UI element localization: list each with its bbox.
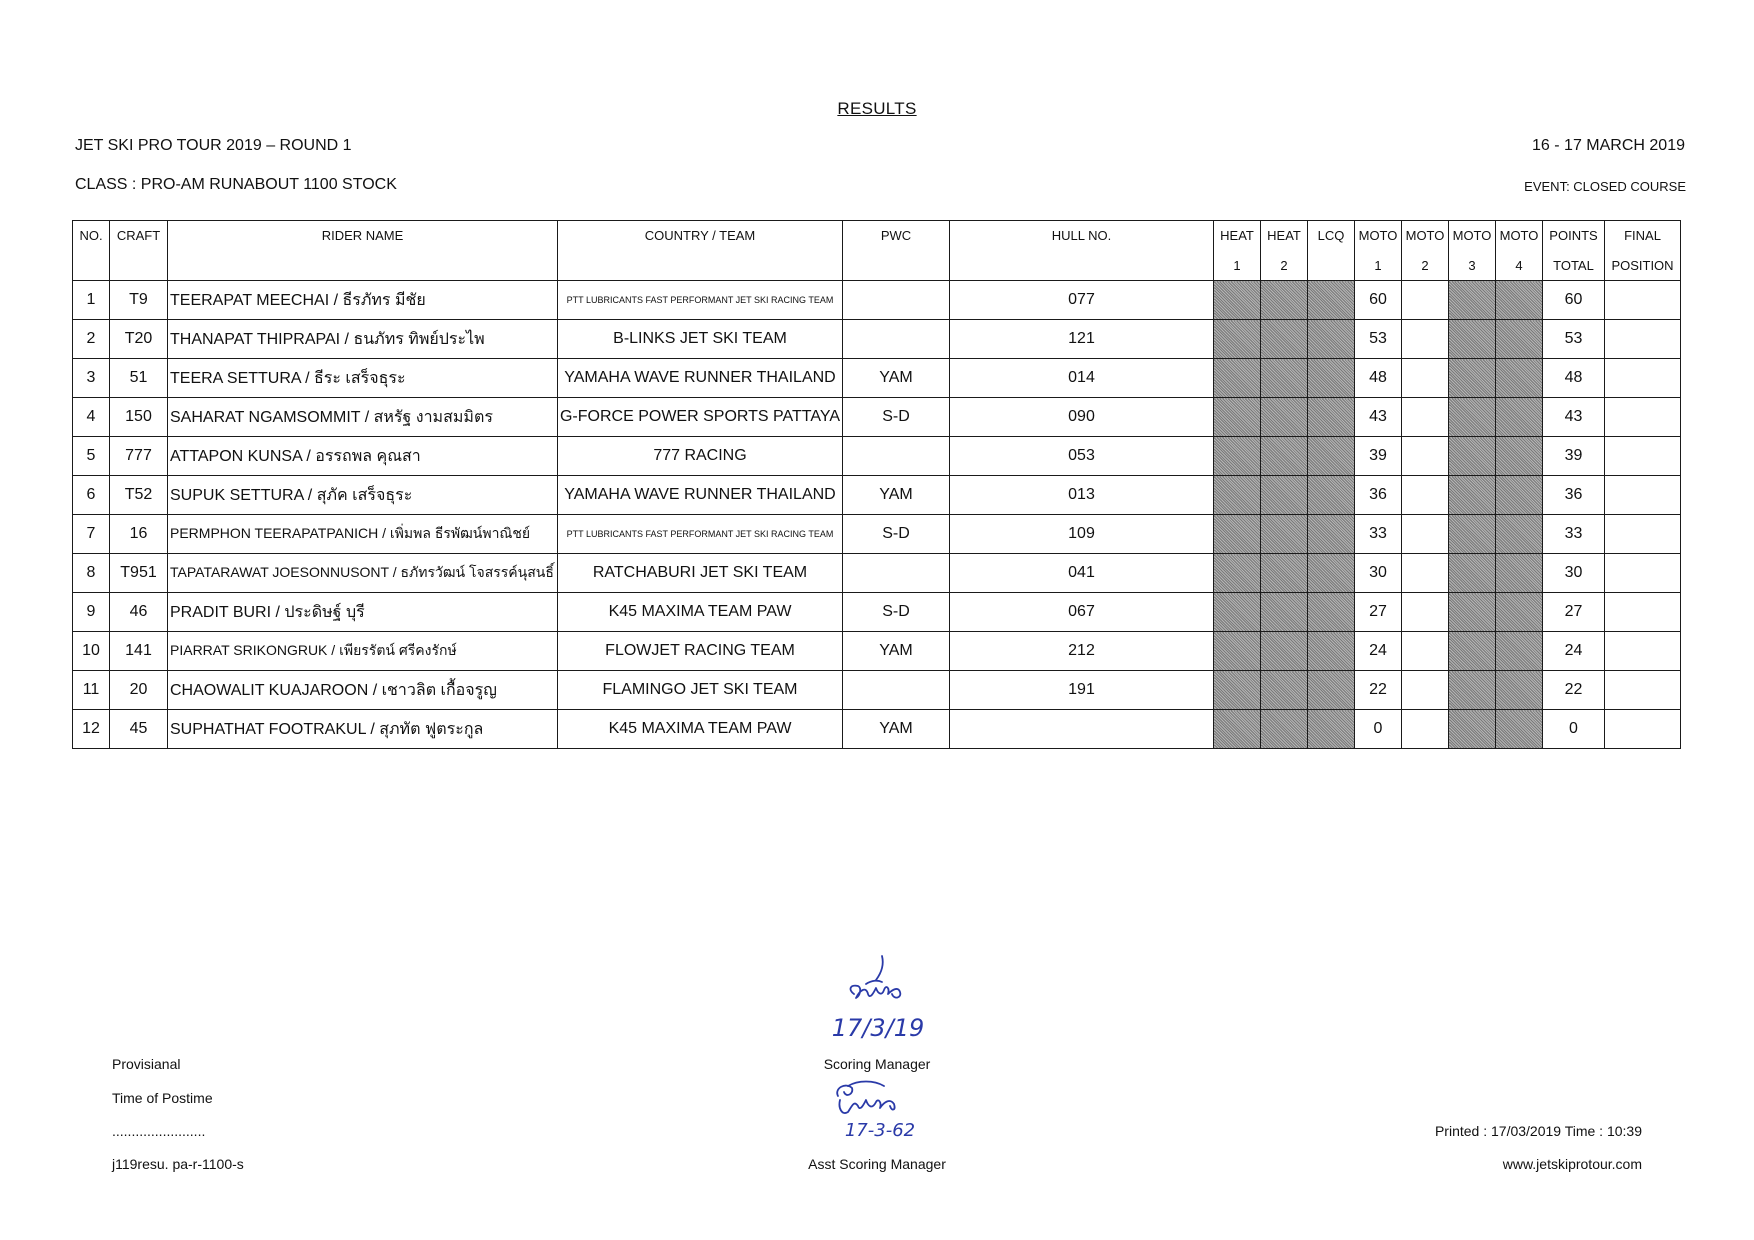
cell-team: YAMAHA WAVE RUNNER THAILAND [558, 476, 843, 515]
cell-moto3 [1449, 671, 1496, 710]
cell-lcq [1308, 554, 1355, 593]
col-header-rider: RIDER NAME [168, 221, 558, 251]
cell-moto2 [1402, 437, 1449, 476]
cell-final-position [1605, 476, 1681, 515]
cell-points-total: 24 [1543, 632, 1605, 671]
cell-moto3 [1449, 359, 1496, 398]
cell-heat2 [1261, 281, 1308, 320]
cell-moto2 [1402, 476, 1449, 515]
cell-final-position [1605, 671, 1681, 710]
col-subheader-empty [110, 250, 168, 281]
col-subheader-empty [558, 250, 843, 281]
table-row [73, 593, 1681, 632]
cell-team: K45 MAXIMA TEAM PAW [558, 593, 843, 632]
cell-no: 11 [73, 671, 110, 710]
cell-moto4 [1496, 320, 1543, 359]
col-header-heat2: HEAT [1261, 221, 1308, 251]
cell-rider: PRADIT BURI / ประดิษฐ์ บุรี [168, 593, 558, 632]
cell-heat2 [1261, 554, 1308, 593]
cell-rider: TAPATARAWAT JOESONNUSONT / ธภัทรวัฒน์ โจสรรค์นุสนธิ์ [168, 554, 558, 593]
cell-no: 10 [73, 632, 110, 671]
cell-moto4 [1496, 476, 1543, 515]
cell-heat1 [1214, 632, 1261, 671]
cell-final-position [1605, 515, 1681, 554]
cell-final-position [1605, 593, 1681, 632]
asst-manager-signature-date: 17-3-62 [844, 1120, 916, 1141]
cell-final-position [1605, 710, 1681, 749]
cell-points-total: 30 [1543, 554, 1605, 593]
col-subheader-empty [1308, 250, 1355, 281]
col-header-heat1: HEAT [1214, 221, 1261, 251]
cell-moto2 [1402, 320, 1449, 359]
cell-pwc: YAM [843, 476, 950, 515]
cell-team: B-LINKS JET SKI TEAM [558, 320, 843, 359]
cell-heat1 [1214, 593, 1261, 632]
cell-team: 777 RACING [558, 437, 843, 476]
cell-heat1 [1214, 671, 1261, 710]
cell-craft: T9 [110, 281, 168, 320]
cell-team: RATCHABURI JET SKI TEAM [558, 554, 843, 593]
cell-moto4 [1496, 398, 1543, 437]
cell-heat2 [1261, 671, 1308, 710]
cell-lcq [1308, 710, 1355, 749]
col-subheader-empty [168, 250, 558, 281]
cell-moto1: 33 [1355, 515, 1402, 554]
cell-craft: 16 [110, 515, 168, 554]
cell-moto1: 30 [1355, 554, 1402, 593]
col-header-craft: CRAFT [110, 221, 168, 251]
cell-lcq [1308, 476, 1355, 515]
results-heading: RESULTS [837, 99, 917, 118]
cell-hull: 013 [950, 476, 1214, 515]
cell-craft: T52 [110, 476, 168, 515]
cell-moto4 [1496, 359, 1543, 398]
cell-moto3 [1449, 437, 1496, 476]
table-row [73, 398, 1681, 437]
time-of-postime-label: Time of Postime [112, 1090, 213, 1106]
cell-craft: 777 [110, 437, 168, 476]
cell-moto2 [1402, 398, 1449, 437]
cell-moto1: 36 [1355, 476, 1402, 515]
col-header-points: POINTS [1543, 221, 1605, 251]
cell-points-total: 33 [1543, 515, 1605, 554]
postime-blank: ........................ [112, 1123, 206, 1139]
scoring-manager-label: Scoring Manager [823, 1056, 931, 1072]
cell-rider: ATTAPON KUNSA / อรรถพล คุณสา [168, 437, 558, 476]
cell-lcq [1308, 632, 1355, 671]
cell-rider: THANAPAT THIPRAPAI / ธนภัทร ทิพย์ประไพ [168, 320, 558, 359]
cell-moto1: 39 [1355, 437, 1402, 476]
cell-heat2 [1261, 632, 1308, 671]
cell-pwc: YAM [843, 710, 950, 749]
cell-no: 6 [73, 476, 110, 515]
cell-craft: 51 [110, 359, 168, 398]
cell-heat2 [1261, 593, 1308, 632]
cell-craft: T951 [110, 554, 168, 593]
cell-moto1: 27 [1355, 593, 1402, 632]
cell-moto2 [1402, 359, 1449, 398]
cell-final-position [1605, 632, 1681, 671]
cell-hull: 212 [950, 632, 1214, 671]
cell-heat2 [1261, 437, 1308, 476]
cell-final-position [1605, 281, 1681, 320]
cell-craft: 150 [110, 398, 168, 437]
cell-lcq [1308, 320, 1355, 359]
cell-lcq [1308, 671, 1355, 710]
col-header-team: COUNTRY / TEAM [558, 221, 843, 251]
cell-moto3 [1449, 632, 1496, 671]
cell-moto4 [1496, 593, 1543, 632]
cell-moto3 [1449, 281, 1496, 320]
cell-points-total: 0 [1543, 710, 1605, 749]
table-row [73, 359, 1681, 398]
event-date: 16 - 17 MARCH 2019 [1532, 137, 1685, 154]
cell-moto4 [1496, 515, 1543, 554]
cell-heat2 [1261, 359, 1308, 398]
table-row [73, 710, 1681, 749]
scoring-manager-signature-date: 17/3/19 [831, 1014, 925, 1042]
cell-heat1 [1214, 710, 1261, 749]
cell-heat1 [1214, 398, 1261, 437]
cell-final-position [1605, 398, 1681, 437]
cell-hull: 191 [950, 671, 1214, 710]
cell-points-total: 27 [1543, 593, 1605, 632]
cell-pwc: S-D [843, 593, 950, 632]
cell-hull [950, 710, 1214, 749]
col-subheader-points: TOTAL [1543, 250, 1605, 281]
cell-rider: SUPHATHAT FOOTRAKUL / สุภทัต ฟูตระกูล [168, 710, 558, 749]
cell-points-total: 60 [1543, 281, 1605, 320]
event-title: JET SKI PRO TOUR 2019 – ROUND 1 [75, 137, 352, 154]
document-reference: j119resu. pa-r-1100-s [112, 1156, 244, 1172]
table-row [73, 476, 1681, 515]
cell-moto3 [1449, 320, 1496, 359]
cell-moto2 [1402, 515, 1449, 554]
cell-hull: 014 [950, 359, 1214, 398]
event-type: EVENT: CLOSED COURSE [1524, 179, 1686, 194]
cell-hull: 077 [950, 281, 1214, 320]
scoring-manager-signature [830, 950, 930, 1050]
cell-heat2 [1261, 515, 1308, 554]
table-row [73, 281, 1681, 320]
cell-pwc [843, 554, 950, 593]
cell-heat1 [1214, 359, 1261, 398]
cell-hull: 109 [950, 515, 1214, 554]
col-subheader-heat1: 1 [1214, 250, 1261, 281]
cell-points-total: 39 [1543, 437, 1605, 476]
cell-moto1: 43 [1355, 398, 1402, 437]
website-link[interactable]: www.jetskiprotour.com [1502, 1156, 1642, 1172]
col-subheader-empty [843, 250, 950, 281]
col-header-pwc: PWC [843, 221, 950, 251]
cell-team: FLOWJET RACING TEAM [558, 632, 843, 671]
table-row [73, 320, 1681, 359]
cell-moto4 [1496, 671, 1543, 710]
cell-rider: TEERA SETTURA / ธีระ เสร็จธุระ [168, 359, 558, 398]
cell-rider: SUPUK SETTURA / สุภัค เสร็จธุระ [168, 476, 558, 515]
cell-no: 9 [73, 593, 110, 632]
cell-final-position [1605, 437, 1681, 476]
col-subheader-empty [950, 250, 1214, 281]
cell-rider: SAHARAT NGAMSOMMIT / สหรัฐ งามสมมิตร [168, 398, 558, 437]
cell-moto2 [1402, 554, 1449, 593]
cell-moto3 [1449, 515, 1496, 554]
cell-rider: PIARRAT SRIKONGRUK / เพียรรัตน์ ศรีคงรักษ์ [168, 632, 558, 671]
cell-team: PTT LUBRICANTS FAST PERFORMANT JET SKI RACING TEAM [558, 515, 843, 554]
col-subheader-moto2: 2 [1402, 250, 1449, 281]
cell-heat2 [1261, 476, 1308, 515]
cell-final-position [1605, 320, 1681, 359]
cell-rider: CHAOWALIT KUAJAROON / เชาวลิต เกื้อจรูญ [168, 671, 558, 710]
cell-craft: T20 [110, 320, 168, 359]
cell-team: YAMAHA WAVE RUNNER THAILAND [558, 359, 843, 398]
cell-rider: PERMPHON TEERAPATPANICH / เพิ่มพล ธีรพัฒน์พาณิชย์ [168, 515, 558, 554]
cell-team: FLAMINGO JET SKI TEAM [558, 671, 843, 710]
cell-moto4 [1496, 710, 1543, 749]
cell-craft: 20 [110, 671, 168, 710]
cell-no: 1 [73, 281, 110, 320]
cell-team: G-FORCE POWER SPORTS PATTAYA [558, 398, 843, 437]
cell-points-total: 53 [1543, 320, 1605, 359]
col-subheader-final: POSITION [1605, 250, 1681, 281]
asst-manager-signature [828, 1076, 928, 1146]
cell-lcq [1308, 593, 1355, 632]
cell-moto1: 48 [1355, 359, 1402, 398]
cell-no: 2 [73, 320, 110, 359]
col-header-no: NO. [73, 221, 110, 251]
cell-moto4 [1496, 632, 1543, 671]
cell-moto1: 24 [1355, 632, 1402, 671]
cell-pwc: S-D [843, 515, 950, 554]
class-name: CLASS : PRO-AM RUNABOUT 1100 STOCK [75, 176, 397, 193]
cell-no: 12 [73, 710, 110, 749]
table-row [73, 554, 1681, 593]
cell-final-position [1605, 554, 1681, 593]
cell-pwc: YAM [843, 359, 950, 398]
col-subheader-moto4: 4 [1496, 250, 1543, 281]
cell-hull: 053 [950, 437, 1214, 476]
cell-lcq [1308, 515, 1355, 554]
provisional-label: Provisianal [112, 1056, 181, 1072]
table-row [73, 437, 1681, 476]
cell-no: 5 [73, 437, 110, 476]
col-header-moto2: MOTO [1402, 221, 1449, 251]
cell-lcq [1308, 398, 1355, 437]
cell-heat1 [1214, 281, 1261, 320]
cell-moto2 [1402, 281, 1449, 320]
table-row [73, 515, 1681, 554]
cell-hull: 121 [950, 320, 1214, 359]
col-header-moto3: MOTO [1449, 221, 1496, 251]
cell-no: 4 [73, 398, 110, 437]
asst-scoring-manager-label: Asst Scoring Manager [808, 1156, 946, 1172]
cell-craft: 45 [110, 710, 168, 749]
cell-heat2 [1261, 710, 1308, 749]
cell-points-total: 48 [1543, 359, 1605, 398]
cell-moto3 [1449, 710, 1496, 749]
cell-pwc: YAM [843, 632, 950, 671]
col-subheader-moto1: 1 [1355, 250, 1402, 281]
cell-no: 3 [73, 359, 110, 398]
cell-pwc [843, 671, 950, 710]
col-header-lcq: LCQ [1308, 221, 1355, 251]
cell-moto2 [1402, 593, 1449, 632]
cell-moto2 [1402, 710, 1449, 749]
cell-team: PTT LUBRICANTS FAST PERFORMANT JET SKI RACING TEAM [558, 281, 843, 320]
cell-moto3 [1449, 593, 1496, 632]
cell-heat1 [1214, 320, 1261, 359]
col-header-moto4: MOTO [1496, 221, 1543, 251]
results-body [73, 281, 1681, 749]
col-subheader-moto3: 3 [1449, 250, 1496, 281]
cell-points-total: 22 [1543, 671, 1605, 710]
cell-moto2 [1402, 632, 1449, 671]
col-subheader-heat2: 2 [1261, 250, 1308, 281]
cell-hull: 090 [950, 398, 1214, 437]
col-header-moto1: MOTO [1355, 221, 1402, 251]
col-header-hull: HULL NO. [950, 221, 1214, 251]
cell-moto3 [1449, 554, 1496, 593]
cell-final-position [1605, 359, 1681, 398]
table-row [73, 632, 1681, 671]
cell-pwc [843, 281, 950, 320]
cell-heat2 [1261, 320, 1308, 359]
cell-heat2 [1261, 398, 1308, 437]
cell-points-total: 43 [1543, 398, 1605, 437]
cell-heat1 [1214, 554, 1261, 593]
cell-moto1: 53 [1355, 320, 1402, 359]
cell-lcq [1308, 437, 1355, 476]
cell-lcq [1308, 281, 1355, 320]
cell-rider: TEERAPAT MEECHAI / ธีรภัทร มีชัย [168, 281, 558, 320]
cell-pwc: S-D [843, 398, 950, 437]
cell-heat1 [1214, 476, 1261, 515]
col-subheader-empty [73, 250, 110, 281]
cell-points-total: 36 [1543, 476, 1605, 515]
cell-hull: 067 [950, 593, 1214, 632]
cell-moto4 [1496, 281, 1543, 320]
cell-moto3 [1449, 398, 1496, 437]
cell-craft: 46 [110, 593, 168, 632]
cell-moto1: 60 [1355, 281, 1402, 320]
results-table [72, 220, 1681, 749]
cell-lcq [1308, 359, 1355, 398]
cell-no: 8 [73, 554, 110, 593]
cell-heat1 [1214, 437, 1261, 476]
cell-moto4 [1496, 554, 1543, 593]
cell-team: K45 MAXIMA TEAM PAW [558, 710, 843, 749]
cell-craft: 141 [110, 632, 168, 671]
cell-pwc [843, 437, 950, 476]
cell-moto2 [1402, 671, 1449, 710]
cell-no: 7 [73, 515, 110, 554]
cell-moto4 [1496, 437, 1543, 476]
cell-moto1: 0 [1355, 710, 1402, 749]
printed-timestamp: Printed : 17/03/2019 Time : 10:39 [1434, 1123, 1642, 1139]
cell-moto3 [1449, 476, 1496, 515]
cell-pwc [843, 320, 950, 359]
cell-moto1: 22 [1355, 671, 1402, 710]
table-row [73, 671, 1681, 710]
cell-heat1 [1214, 515, 1261, 554]
cell-hull: 041 [950, 554, 1214, 593]
col-header-final: FINAL [1605, 221, 1681, 251]
